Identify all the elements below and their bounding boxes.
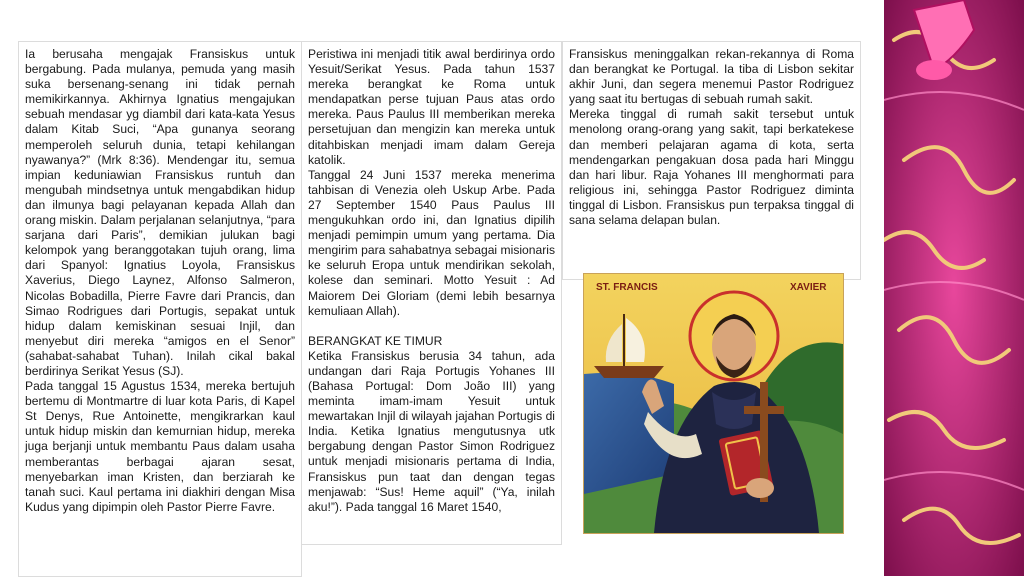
text-column-1 xyxy=(18,41,302,577)
paragraph: Pada tanggal 15 Agustus 1534, mereka bertujuh bertemu di Montmartre di luar kota Paris, di Kapel St Denys, Rue Antoinette, mengikrarkan kaul untuk hidup miskin dan kemurnian hidup, mereka juga berjanji untuk membantu Paus dalam usaha memberantas berbagai ajaran sesat, menyebarkan iman Kristen, dan berziarah ke tanah suci. Kaul pertama ini diakhiri dengan Misa Kudus yang dipimpin oleh Pastor Pierre Favre. xyxy=(25,379,295,514)
boat-icon xyxy=(594,366,664,378)
saint-icon-painting xyxy=(584,274,843,533)
party-streamers-decoration xyxy=(884,0,1024,576)
paragraph: Tanggal 24 Juni 1537 mereka menerima tahbisan di Venezia oleh Uskup Arbe. Pada 27 September 1540 Paus Paulus III mengukuhkan ordo ini, dan Ignatius dipilih menjadi pemimpin umum yang pertama. Dia mengirim para sahabatnya sebagai misionaris ke seluruh Eropa untuk mendirikan sekolah, kolese dan seminari. Motto Yesuit : Ad Maiorem Dei Gloriam (demi lebih besarnya kemuliaan Allah). xyxy=(308,167,555,318)
paragraph: Ketika Fransiskus berusia 34 tahun, ada undangan dari Raja Portugis Yohanes III (Bahasa Portugal: Dom João III) yang meminta imam-imam Yesuit untuk mewartakan Injil di wilayah jajahan Portugis di India. Ketika Ignatius mengutusnya utk bergabung dengan Pastor Simon Rodriguez untuk menjadi misionaris pertama di India, Fransiskus pun taat dan dengan tegas menjawab: “Sus! Heme aquil” (“Ya, inilah aku!”). Pada tanggal 16 Maret 1540, xyxy=(308,348,555,514)
painting-label-right: XAVIER xyxy=(790,282,827,293)
painting-label-left: ST. FRANCIS xyxy=(596,282,658,293)
paragraph: Mereka tinggal di rumah sakit tersebut untuk menolong orang-orang yang sakit, tapi berkatekese dan memberi pelajaran agama di kota, serta mendengarkan pengakuan dosa pada hari Minggu dan hari libur. Raja Yohanes III menghormati para religious ini, sehingga Pastor Rodriguez diminta tinggal di Lisbon. Fransiskus pun terpaksa tinggal di sana selama delapan bulan. xyxy=(569,107,854,228)
text-column-3 xyxy=(562,41,861,280)
text-column-2 xyxy=(301,41,562,545)
saint-painting xyxy=(583,273,844,534)
paragraph: Ia berusaha mengajak Fransiskus untuk bergabung. Pada mulanya, pemuda yang masih suka bersenang-senang ini tidak pernah memikirkannya. Akhirnya Ignatius mengajukan sebuah mendasar yg diambil dari kata-kata Yesus dalam Kitab Suci, “Apa gunanya seorang memperoleh seluruh dunia, tetapi kehilangan nyawanya?” (Mrk 8:36). Mendengar itu, semua impian keduniawian Fransiskus runtuh dan mengubah mindsetnya untuk mengabdikan hidup dan ilmunya bagi pelayanan kepada Allah dan orang miskin. Dalam perjalanan selanjutnya, “para sarjana dari Paris”, demikian julukan bagi kelompok yang beranggotakan tujuh orang, lima dari Spanyol: Ignatius Loyola, Fransiskus Xaverius, Diego Laynez, Alfonso Salmeron, Nicolas Bobadilla, Pierre Favre dari Prancis, dan Simao Rodrigues dari Portugis, sepakat untuk hidup dalam kemiskinan sesuai Injil, dan menyebut diri mereka “amigos en el Senor” (sahabat-sahabat Tuhan). Inilah cikal bakal berdirinya Serikat Yesus (SJ). xyxy=(25,47,295,378)
section-heading: BERANGKAT KE TIMUR xyxy=(308,333,443,348)
paragraph: Peristiwa ini menjadi titik awal berdirinya ordo Yesuit/Serikat Yesus. Pada tahun 1537 mereka berangkat ke Roma untuk mendapatkan perse tujuan Paus atas ordo mereka. Paus Paulus III memberikan mereka persetujuan dan mengizin kan mereka untuk ditahbiskan menjadi imam dalam Gereja katolik. xyxy=(308,47,555,167)
paragraph: Fransiskus meninggalkan rekan-rekannya di Roma dan berangkat ke Portugal. Ia tiba di Lisbon sekitar akhir Juni, dan segera menemui Pastor Rodriguez yang saat itu bertugas di sebuah rumah sakit. xyxy=(569,47,854,107)
